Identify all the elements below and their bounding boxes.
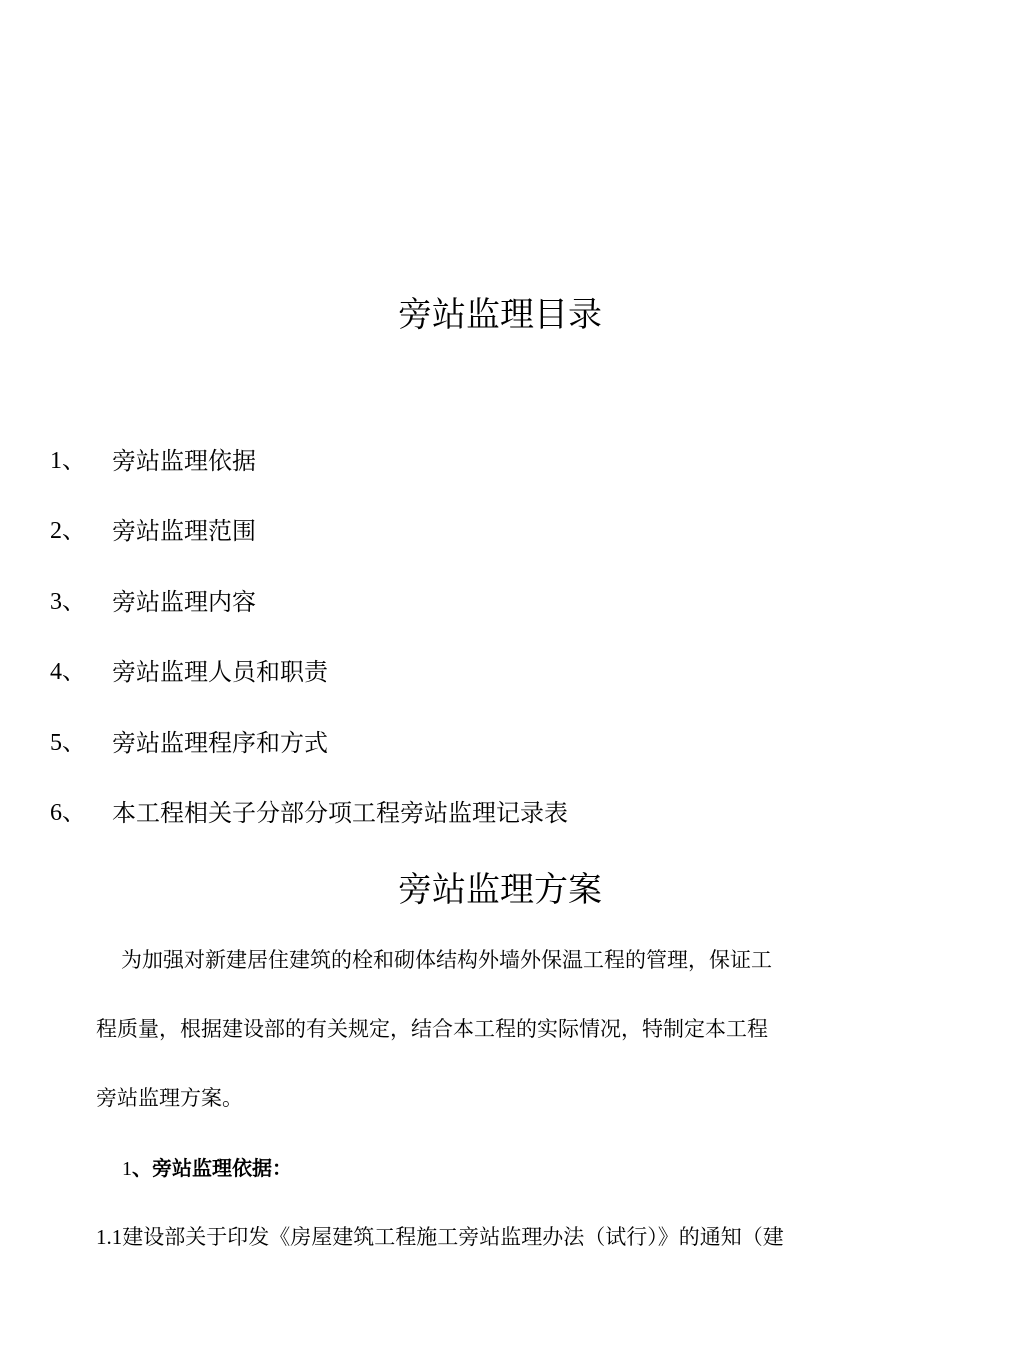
toc-item-number: 6、 [50,800,86,826]
paragraph-line: 旁站监理方案。 [96,1086,243,1110]
toc-title: 旁站监理目录 [398,295,602,335]
section-number: 1 [122,1158,132,1180]
toc-item-text: 旁站监理范围 [112,517,256,545]
basis-item-number: 1.1 [96,1225,123,1249]
basis-item [96,1223,784,1251]
toc-item-number: 4、 [50,659,86,685]
toc-item-number: 3、 [50,589,86,615]
section-heading [122,1154,292,1183]
paragraph-line: 程质量，根据建设部的有关规定，结合本工程的实际情况，特制定本工程 [96,1017,768,1041]
toc-item-number: 2、 [50,518,86,544]
toc-item-text: 旁站监理人员和职责 [112,658,328,686]
toc-item-text: 旁站监理程序和方式 [112,729,328,757]
toc-item-text: 本工程相关子分部分项工程旁站监理记录表 [112,799,568,827]
toc-item-number: 1、 [50,448,86,474]
toc-item-text: 旁站监理内容 [112,588,256,616]
toc-item-text: 旁站监理依据 [112,447,256,475]
section-heading-text: 、旁站监理依据： [132,1156,292,1180]
paragraph-line: 为加强对新建居住建筑的栓和砌体结构外墙外保温工程的管理，保证工 [121,948,772,972]
basis-item-text: 建设部关于印发《房屋建筑工程施工旁站监理办法（试行）》的通知（建 [122,1225,784,1249]
plan-title: 旁站监理方案 [398,870,602,910]
toc-item-number: 5、 [50,730,86,756]
